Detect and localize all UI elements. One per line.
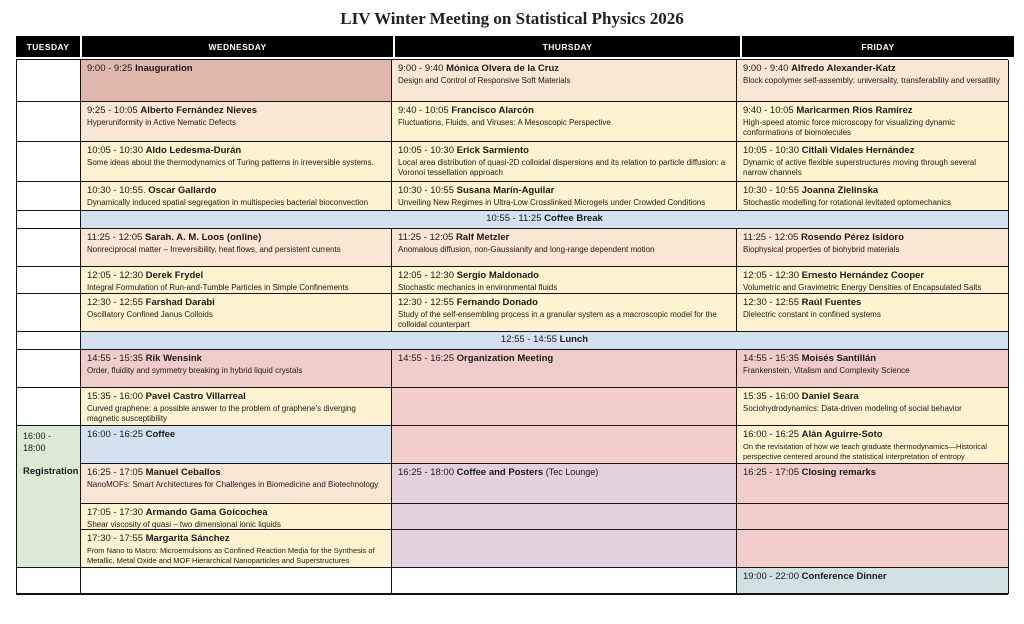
session-speaker: Aldo Ledesma-Durán bbox=[145, 145, 242, 156]
schedule-table bbox=[16, 36, 1008, 595]
empty-cell bbox=[17, 568, 81, 594]
session-desc: Unveiling New Regimes in Ultra-Low Crosslinked Microgels under Crowded Conditions bbox=[398, 198, 706, 208]
session-desc: Sociohydrodynamics: Data-driven modeling of social behavior bbox=[743, 404, 962, 414]
session-desc: Volumetric and Gravimetric Energy Densities of Encapsulated Salts bbox=[743, 283, 982, 293]
session-time: 10:05 - 10:30 bbox=[87, 145, 146, 156]
session-time: 16:25 - 17:05 bbox=[743, 467, 802, 478]
session-speaker: Rosendo Pérez Isidoro bbox=[800, 232, 904, 243]
session-cell bbox=[392, 350, 737, 388]
empty-cell bbox=[392, 426, 737, 464]
session-speaker: Inauguration bbox=[135, 63, 193, 74]
empty-cell bbox=[81, 568, 392, 594]
session-time: 11:25 - 12:05 bbox=[87, 232, 145, 243]
session-speaker: Erick Sarmiento bbox=[456, 145, 529, 156]
session-cell bbox=[737, 182, 1009, 211]
session-cell bbox=[81, 211, 1009, 229]
session-desc: Nonreciprocal matter – Irreversibility, heat flows, and persistent currents bbox=[87, 245, 341, 255]
session-time: 16:25 - 17:05 bbox=[87, 467, 146, 478]
session-speaker: Daniel Seara bbox=[801, 391, 859, 402]
session-desc: NanoMOFs: Smart Architectures for Challenges in Biomedicine and Biotechnology bbox=[87, 480, 379, 490]
session-time: 19:00 - 22:00 bbox=[743, 571, 802, 582]
session-cell bbox=[392, 182, 737, 211]
session-time: 16:00 - 16:25 bbox=[87, 429, 146, 440]
session-time: 10:30 - 10:55 bbox=[743, 185, 802, 196]
session-cell bbox=[737, 267, 1009, 294]
session-desc: Order, fluidity and symmetry breaking in hybrid liquid crystals bbox=[87, 366, 303, 376]
session-cell bbox=[737, 568, 1009, 594]
session-cell bbox=[737, 294, 1009, 332]
session-time: 10:05 - 10:30 bbox=[743, 145, 802, 156]
empty-cell bbox=[17, 350, 81, 388]
session-speaker: Manuel Ceballos bbox=[145, 467, 221, 478]
session-time: 14:55 - 15:35 bbox=[87, 353, 146, 364]
session-desc: Hyperuniformity in Active Nematic Defects bbox=[87, 118, 236, 128]
session-desc: Dynamically induced spatial segregation in multispecies bacterial bioconvection bbox=[87, 198, 369, 208]
session-cell bbox=[737, 102, 1009, 142]
session-cell bbox=[81, 142, 392, 182]
empty-cell bbox=[392, 388, 737, 426]
session-time: 10:05 - 10:30 bbox=[398, 145, 457, 156]
session-time: 16:00 - 16:25 bbox=[743, 429, 802, 440]
session-desc: High-speed atomic force microscopy for visualizing dynamic conformations of biomolecules bbox=[743, 118, 956, 138]
session-desc: Stochastic modelling for rotational levitated optomechanics bbox=[743, 198, 952, 208]
session-desc: Anomalous diffusion, non-Gaussianity and long-range dependent motion bbox=[398, 245, 655, 255]
session-speaker: Mónica Olvera de la Cruz bbox=[446, 63, 560, 74]
session-time: 10:30 - 10:55 bbox=[398, 185, 457, 196]
session-speaker: Sarah. A. M. Loos (online) bbox=[144, 232, 262, 243]
session-speaker: Francisco Alarcón bbox=[451, 105, 534, 116]
session-desc: Curved graphene: a possible answer to the problem of graphene's diverging magnetic susceptibility bbox=[87, 404, 356, 424]
empty-cell bbox=[737, 530, 1009, 568]
session-time: 15:35 - 16:00 bbox=[743, 391, 802, 402]
session-time: 12:30 - 12:55 bbox=[743, 297, 802, 308]
session-time: 9:00 - 9:40 bbox=[743, 63, 792, 74]
session-speaker: Fernando Donado bbox=[456, 297, 538, 308]
session-cell bbox=[737, 350, 1009, 388]
session-time: 17:05 - 17:30 bbox=[87, 507, 146, 518]
session-cell bbox=[737, 426, 1009, 464]
empty-cell bbox=[737, 504, 1009, 530]
session-cell bbox=[737, 388, 1009, 426]
session-time: 16:00 - 18:00 bbox=[23, 431, 52, 454]
schedule-body bbox=[16, 59, 1008, 595]
session-speaker: Rik Wensink bbox=[145, 353, 202, 364]
empty-cell bbox=[17, 332, 81, 350]
session-cell bbox=[392, 60, 737, 102]
session-time: 10:55 - 11:25 bbox=[486, 213, 545, 225]
session-cell bbox=[81, 332, 1009, 350]
session-time: 11:25 - 12:05 bbox=[398, 232, 456, 243]
empty-cell bbox=[17, 229, 81, 267]
session-cell bbox=[81, 60, 392, 102]
empty-cell bbox=[17, 60, 81, 102]
empty-cell bbox=[17, 211, 81, 229]
session-speaker: Alán Aguirre-Soto bbox=[801, 429, 883, 440]
session-time: 16:25 - 18:00 bbox=[398, 467, 457, 478]
session-desc: Oscillatory Confined Janus Colloids bbox=[87, 310, 213, 320]
session-desc: Frankenstein, Vitalism and Complexity Science bbox=[743, 366, 910, 376]
session-time: 14:55 - 15:35 bbox=[743, 353, 802, 364]
schedule-header-row bbox=[16, 36, 1008, 57]
session-desc: Integral Formulation of Run-and-Tumble Particles in Simple Confinements bbox=[87, 283, 349, 293]
session-desc: Study of the self-ensembling process in a granular system as a macroscopic model for the colloidal counterpart bbox=[398, 310, 717, 330]
session-speaker: Coffee and Posters bbox=[456, 467, 544, 478]
column-header-friday: FRIDAY bbox=[742, 36, 1014, 57]
session-speaker: Joanna Zielinska bbox=[801, 185, 879, 196]
session-cell bbox=[81, 102, 392, 142]
session-time: 9:40 - 10:05 bbox=[743, 105, 797, 116]
session-cell bbox=[81, 426, 392, 464]
session-time: 12:55 - 14:55 bbox=[500, 334, 560, 346]
session-speaker: Closing remarks bbox=[801, 467, 877, 478]
session-cell bbox=[81, 464, 392, 504]
session-time: 9:25 - 10:05 bbox=[87, 105, 141, 116]
session-time: 11:25 - 12:05 bbox=[743, 232, 801, 243]
session-time: 17:30 - 17:55 bbox=[87, 533, 146, 544]
session-desc: Block copolymer self-assembly: universality, transferability and versatility bbox=[743, 76, 1000, 86]
session-speaker: Oscar Gallardo bbox=[148, 185, 217, 196]
session-cell bbox=[737, 229, 1009, 267]
session-cell bbox=[81, 182, 392, 211]
session-speaker: Susana Marín-Aguilar bbox=[456, 185, 555, 196]
session-cell bbox=[81, 267, 392, 294]
session-speaker: Pavel Castro Villarreal bbox=[145, 391, 246, 402]
session-speaker: Alberto Fernández Nieves bbox=[140, 105, 258, 116]
empty-cell bbox=[17, 294, 81, 332]
session-cell bbox=[392, 267, 737, 294]
session-speaker: Lunch bbox=[559, 334, 589, 346]
page-title: LIV Winter Meeting on Statistical Physics 2026 bbox=[340, 9, 684, 28]
empty-cell bbox=[17, 102, 81, 142]
empty-cell bbox=[17, 142, 81, 182]
empty-cell bbox=[17, 267, 81, 294]
session-speaker: Coffee Break bbox=[544, 213, 603, 225]
session-speaker: Sergio Maldonado bbox=[456, 270, 539, 281]
column-header-wednesday: WEDNESDAY bbox=[82, 36, 393, 57]
session-desc: Dielectric constant in confined systems bbox=[743, 310, 881, 320]
session-cell bbox=[81, 388, 392, 426]
column-header-thursday: THURSDAY bbox=[395, 36, 740, 57]
session-speaker: Coffee bbox=[145, 429, 176, 440]
session-desc: Local area distribution of quasi-2D colloidal dispersions and its relation to particle diffusion: a Voronoi tessellation approach bbox=[398, 158, 726, 178]
session-time: 10:30 - 10:55. bbox=[87, 185, 149, 196]
session-cell bbox=[737, 60, 1009, 102]
session-cell bbox=[392, 102, 737, 142]
empty-cell bbox=[392, 568, 737, 594]
session-time: 12:30 - 12:55 bbox=[87, 297, 146, 308]
session-time: 12:30 - 12:55 bbox=[398, 297, 457, 308]
session-cell bbox=[81, 350, 392, 388]
session-cell bbox=[17, 426, 81, 568]
session-speaker: Margarita Sánchez bbox=[145, 533, 230, 544]
session-desc: Some ideas about the thermodynamics of Turing patterns in irreversible systems. bbox=[87, 158, 374, 168]
session-cell bbox=[392, 464, 737, 504]
session-speaker: Moisés Santillán bbox=[801, 353, 877, 364]
session-time: 9:00 - 9:25 bbox=[87, 63, 136, 74]
session-time: 9:00 - 9:40 bbox=[398, 63, 447, 74]
session-time: 14:55 - 16:25 bbox=[398, 353, 457, 364]
empty-cell bbox=[17, 388, 81, 426]
session-speaker: Raúl Fuentes bbox=[801, 297, 862, 308]
session-cell bbox=[81, 530, 392, 568]
session-cell bbox=[392, 229, 737, 267]
session-speaker: Citlali Vidales Hernández bbox=[801, 145, 915, 156]
session-cell bbox=[81, 504, 392, 530]
session-cell bbox=[392, 142, 737, 182]
session-time: 12:05 - 12:30 bbox=[743, 270, 802, 281]
session-time: 12:05 - 12:30 bbox=[87, 270, 146, 281]
session-desc: Stochastic mechanics in environmental fluids bbox=[398, 283, 558, 293]
empty-cell bbox=[17, 182, 81, 211]
session-speaker: Derek Frydel bbox=[145, 270, 204, 281]
session-desc: Fluctuations, Fluids, and Viruses: A Mesoscopic Perspective bbox=[398, 118, 611, 128]
session-speaker: Conference Dinner bbox=[801, 571, 887, 582]
session-cell bbox=[81, 294, 392, 332]
session-time: 12:05 - 12:30 bbox=[398, 270, 457, 281]
session-title: Registration bbox=[23, 466, 79, 478]
session-desc: Dynamic of active flexible superstructures moving through several narrow channels bbox=[743, 158, 976, 178]
session-speaker: Ernesto Hernández Cooper bbox=[801, 270, 925, 281]
empty-cell bbox=[392, 530, 737, 568]
session-time: 9:40 - 10:05 bbox=[398, 105, 452, 116]
session-speaker: Maricarmen Ríos Ramírez bbox=[796, 105, 913, 116]
session-speaker: Armando Gama Goicochea bbox=[145, 507, 268, 518]
session-cell bbox=[392, 294, 737, 332]
session-speaker: Alfredo Alexander-Katz bbox=[791, 63, 896, 74]
session-cell bbox=[737, 464, 1009, 504]
session-location: (Tec Lounge) bbox=[543, 467, 599, 477]
session-desc: Shear viscosity of quasi – two dimensional ionic liquids bbox=[87, 520, 281, 530]
session-time: 15:35 - 16:00 bbox=[87, 391, 146, 402]
column-header-tuesday: TUESDAY bbox=[16, 36, 80, 57]
session-cell bbox=[737, 142, 1009, 182]
empty-cell bbox=[392, 504, 737, 530]
session-desc: Biophysical properties of biohybrid materials bbox=[743, 245, 900, 255]
session-desc: Design and Control of Responsive Soft Materials bbox=[398, 76, 571, 86]
session-speaker: Farshad Darabi bbox=[145, 297, 215, 308]
session-speaker: Ralf Metzler bbox=[455, 232, 510, 243]
session-desc: From Nano to Macro: Microemulsions as Confined Reaction Media for the Synthesis of Metallic, Metal Oxide and MOF Hierarchical Nanoparticles and Superstructures bbox=[87, 546, 375, 565]
session-speaker: Organization Meeting bbox=[456, 353, 554, 364]
session-desc: On the revisitation of how we teach graduate thermodynamics—Historical perspective centered around the statistical interpretation of entropy bbox=[743, 442, 987, 461]
session-cell bbox=[81, 229, 392, 267]
